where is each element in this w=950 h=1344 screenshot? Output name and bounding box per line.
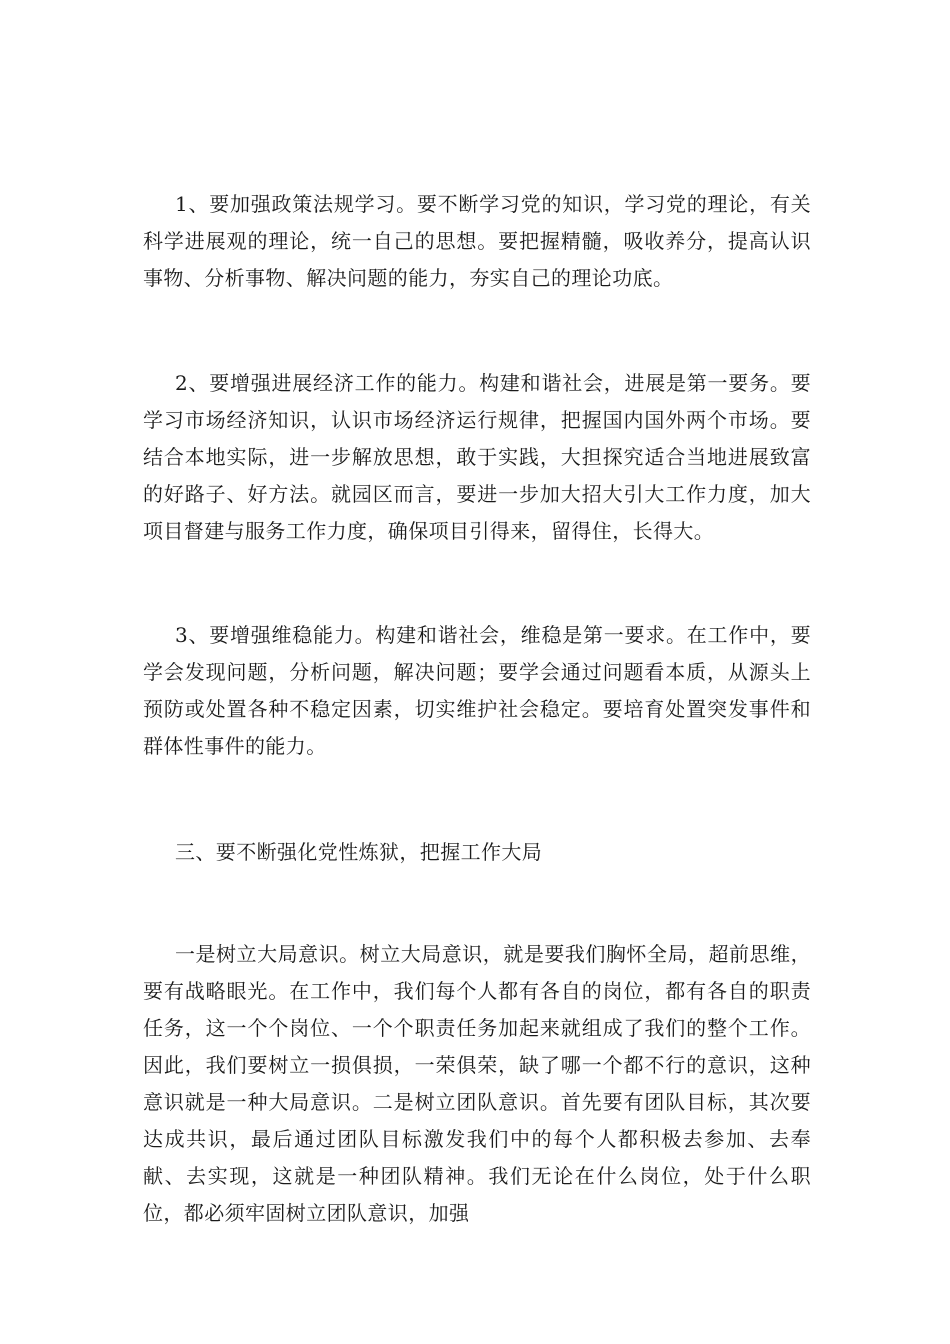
paragraph-stability: 3、要增强维稳能力。构建和谐社会，维稳是第一要求。在工作中，要学会发现问题，分析问题，解决问题；要学会通过问题看本质，从源头上预防或处置各种不稳定因素，切实维护社会稳定。要培育处置突发事件和群体性事件的能力。 — [143, 623, 811, 758]
paragraph-overall-awareness: 一是树立大局意识。树立大局意识，就是要我们胸怀全局，超前思维，要有战略眼光。在工作中，我们每个人都有各自的岗位，都有各自的职责任务，这一个个岗位、一个个职责任务加起来就组成了我们的整个工作。因此，我们要树立一损俱损，一荣俱荣，缺了哪一个都不行的意识，这种意识就是一种大局意识。二是树立团队意识。首先要有团队目标，其次要达成共识，最后通过团队目标激发我们中的每个人都积极去参加、去奉献、去实现，这就是一种团队精神。我们无论在什么岗位，处于什么职位，都必须牢固树立团队意识，加强 — [143, 942, 811, 1225]
paragraph-economic-work: 2、要增强进展经济工作的能力。构建和谐社会，进展是第一要务。要学习市场经济知识，认识市场经济运行规律，把握国内国外两个市场。要结合本地实际，进一步解放思想，敢于实践，大担探究适合当地进展致富的好路子、好方法。就园区而言，要进一步加大招大引大工作力度，加大项目督建与服务工作力度，确保项目引得来，留得住，长得大。 — [143, 371, 811, 543]
paragraph-policy-study: 1、要加强政策法规学习。要不断学习党的知识，学习党的理论，有关科学进展观的理论，统一自己的思想。要把握精髓，吸收养分，提高认识事物、分析事物、解决问题的能力，夯实自己的理论功底。 — [143, 192, 811, 290]
section-heading-party-spirit: 三、要不断强化党性炼狱，把握工作大局 — [175, 840, 543, 864]
